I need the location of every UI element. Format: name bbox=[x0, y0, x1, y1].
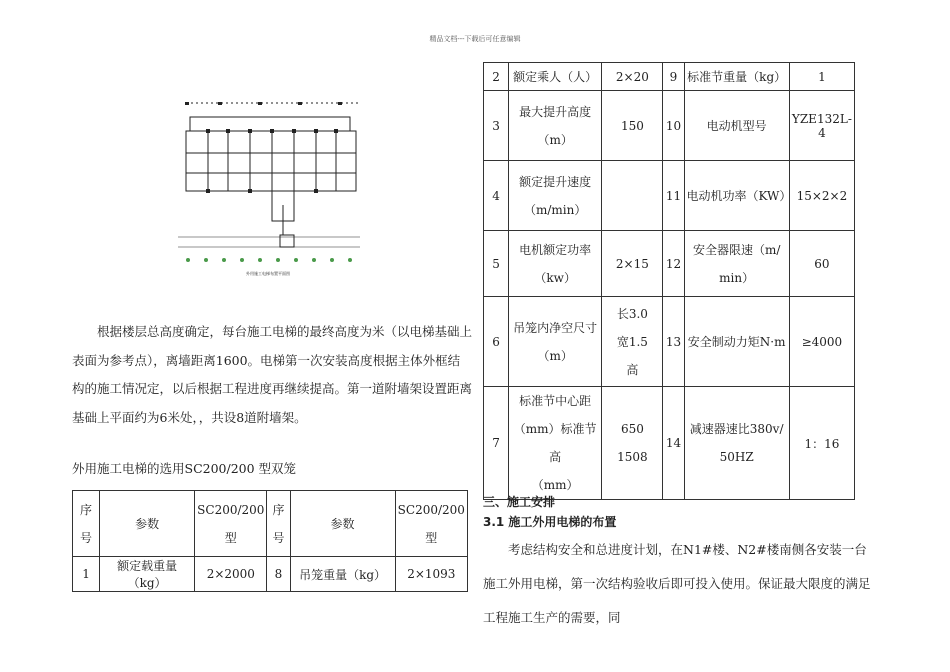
plan-caption: 外用施工电梯布置平面图 bbox=[246, 271, 290, 276]
table-row: 5 电机额定功率 （kw） 2×15 12 安全器限速（m/ min） 60 bbox=[484, 231, 855, 297]
table-header-row bbox=[73, 491, 468, 557]
paragraph-1: 根据楼层总高度确定，每台施工电梯的最终高度为米（以电梯基础上表面为参考点），离墙距离1600。电梯第一次安装高度根据主体外框结构的施工情况定，以后根据工程进度再继续提高。第一道附墙架设置距离基础上平面约为6米处，，共设8道附墙架。 bbox=[72, 324, 473, 425]
table-caption: 外用施工电梯的选用SC200/200 型双笼 bbox=[72, 461, 297, 476]
table-row: 7 标准节中心距 （mm）标准节高 （mm） 650 1508 14 减速器速比380v/ 50HZ 1：16 bbox=[484, 387, 855, 500]
table-row: 3 最大提升高度 （m） 150 10 电动机型号 YZE132L-4 bbox=[484, 91, 855, 161]
table-row: 6 吊笼内净空尺寸 （m） 长3.0 宽1.5 高 13 安全制动力矩N·m ≥4000 bbox=[484, 297, 855, 387]
col-no2-header: 序 号 bbox=[267, 491, 290, 557]
paragraph-2: 考虑结构安全和总进度计划，在N1#楼、N2#楼南侧各安装一台施工外用电梯，第一次结构验收后即可投入使用。保证最大限度的满足工程施工生产的需要，同 bbox=[483, 542, 871, 625]
table-row: 1 额定载重量（kg） 2×2000 8 吊笼重量（kg） 2×1093 bbox=[73, 557, 468, 592]
table-row: 2 额定乘人（人） 2×20 9 标准节重量（kg） 1 bbox=[484, 63, 855, 91]
spec-table-left bbox=[72, 490, 468, 592]
col-no-header: 序 号 bbox=[73, 491, 100, 557]
col-param2-header: 参数 bbox=[290, 491, 395, 557]
col-param-header: 参数 bbox=[100, 491, 195, 557]
section-title: 三、施工安排 bbox=[483, 495, 556, 509]
col-value2-header: SC200/200 型 bbox=[395, 491, 467, 557]
col-value-header: SC200/200 型 bbox=[195, 491, 267, 557]
floor-plan-drawing bbox=[168, 95, 368, 280]
subsection-title: 3.1 施工外用电梯的布置 bbox=[483, 515, 617, 529]
spec-table-right bbox=[483, 62, 855, 500]
header-note: 精品文档---下载后可任意编辑 bbox=[429, 35, 521, 43]
table-row: 4 额定提升速度 （m/min） 11 电动机功率（KW） 15×2×2 bbox=[484, 161, 855, 231]
